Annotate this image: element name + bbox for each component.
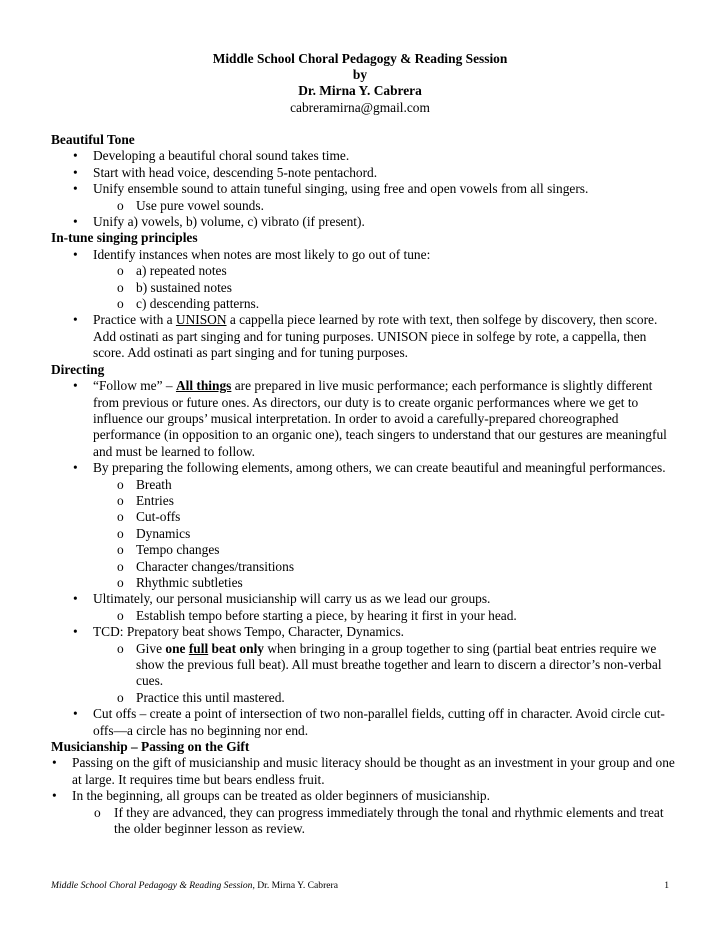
sub-marker: o — [117, 279, 124, 295]
section-heading-intune: In-tune singing principles — [51, 230, 198, 246]
bullet-marker: • — [73, 312, 78, 328]
bullet-marker: • — [73, 591, 78, 607]
list-item — [51, 460, 679, 476]
page-number: 1 — [664, 880, 669, 891]
bullet-marker: • — [73, 164, 78, 180]
sub-marker: o — [117, 197, 124, 213]
sub-list-item — [51, 280, 679, 296]
sub-marker: o — [117, 525, 124, 541]
sub-marker: o — [117, 640, 124, 656]
item-text: Unify a) vowels, b) volume, c) vibrato (if present). — [93, 214, 365, 230]
bullet-marker: • — [52, 755, 57, 771]
sub-list-item — [51, 641, 679, 690]
intune-list — [51, 247, 679, 362]
document-title: Middle School Choral Pedagogy & Reading Session — [212, 51, 508, 66]
item-text: By preparing the following elements, among others, we can create beautiful and meaningful performances. — [93, 460, 666, 476]
document-header — [0, 51, 720, 116]
sub-list-item — [51, 608, 679, 624]
beat-only-emphasis: beat only — [208, 640, 264, 656]
bullet-marker: • — [73, 706, 78, 722]
sub-marker: o — [117, 574, 124, 590]
sub-marker: o — [117, 542, 124, 558]
bullet-marker: • — [73, 378, 78, 394]
bullet-marker: • — [73, 460, 78, 476]
list-item — [51, 788, 679, 804]
list-item — [51, 378, 679, 460]
section-heading-musicianship: Musicianship – Passing on the Gift — [51, 739, 250, 755]
musicianship-list — [51, 755, 679, 837]
sub-list-item — [51, 493, 679, 509]
item-text: Cut offs – create a point of intersection of two non-parallel fields, cutting off in character. Avoid circle cut-offs—a circle has no beginning nor end. — [93, 706, 665, 738]
item-text: Breath — [136, 476, 172, 492]
sub-list-item — [51, 526, 679, 542]
footer-separator: , — [252, 880, 258, 891]
sub-list-item — [51, 575, 679, 591]
directing-list — [51, 378, 679, 739]
item-text: TCD: Prepatory beat shows Tempo, Character, Dynamics. — [93, 624, 405, 640]
sub-marker: o — [117, 476, 124, 492]
author-name: Dr. Mirna Y. Cabrera — [298, 83, 422, 99]
sub-list-item — [51, 559, 679, 575]
item-text: Establish tempo before starting a piece, by hearing it first in your head. — [136, 607, 517, 623]
sub-marker: o — [117, 296, 124, 312]
bullet-marker: • — [52, 788, 57, 804]
bullet-marker: • — [73, 624, 78, 640]
list-item — [51, 591, 679, 607]
item-text: Practice with a — [93, 312, 176, 328]
bullet-marker: • — [73, 148, 78, 164]
all-things-emphasis: All things — [175, 378, 232, 394]
item-text: a cappella piece learned by rote with text, then solfege by discovery, then score. Add ostinati as part singing and for tuning purposes. UNISON piece in solfege by rote, a cappella, then score. Add ostinati as part singing and for tuning purposes. — [93, 312, 658, 361]
list-item — [51, 181, 679, 197]
document-body — [51, 132, 679, 837]
bullet-marker: • — [73, 246, 78, 262]
section-heading-tone: Beautiful Tone — [51, 132, 135, 147]
footer-author: Dr. Mirna Y. Cabrera — [257, 880, 338, 891]
item-text: “Follow me” – — [93, 378, 176, 394]
item-text: Dynamics — [136, 525, 191, 541]
sub-list-item — [51, 263, 679, 279]
item-text: Entries — [136, 492, 174, 508]
item-text: In the beginning, all groups can be treated as older beginners of musicianship. — [72, 788, 490, 804]
item-text: when bringing in a group together to sing (partial beat entries require we show the previous full beat). All must breathe together and learn to discern a director’s non-verbal cues. — [136, 640, 662, 689]
sub-marker: o — [117, 263, 124, 279]
list-item — [51, 755, 679, 788]
footer-text — [51, 880, 338, 891]
item-text: b) sustained notes — [136, 279, 232, 295]
sub-list-item — [51, 805, 679, 838]
sub-marker: o — [117, 689, 124, 705]
item-text: Give — [136, 640, 166, 656]
item-text: Rhythmic subtleties — [136, 574, 243, 590]
item-text: a) repeated notes — [136, 263, 227, 279]
full-emphasis: full — [188, 640, 209, 656]
item-text: Ultimately, our personal musicianship will carry us as we lead our groups. — [93, 591, 491, 607]
item-text: Character changes/transitions — [136, 558, 295, 574]
sub-list-item — [51, 690, 679, 706]
item-text: Unify ensemble sound to attain tuneful singing, using free and open vowels from all singers. — [93, 181, 589, 197]
sub-marker: o — [117, 558, 124, 574]
list-item — [51, 706, 679, 739]
sub-list-item — [51, 198, 679, 214]
sub-marker: o — [94, 804, 101, 820]
list-item — [51, 247, 679, 263]
item-text: Use pure vowel sounds. — [136, 197, 264, 213]
bullet-marker: • — [73, 214, 78, 230]
one-emphasis: one — [165, 640, 189, 656]
item-text: Developing a beautiful choral sound takes time. — [93, 148, 350, 164]
item-text: are prepared in live music performance; each performance is slightly different from previous or future ones. As directors, our duty is to create organic performances where we get to influence our groups’ musical interpretation. In order to avoid a carefully-prepared choreographed performance (in opposition to an organic one), teach singers to understand that our gestures are meaningful and must be learned to follow. — [93, 378, 667, 459]
item-text: Start with head voice, descending 5-note pentachord. — [93, 164, 378, 180]
item-text: Practice this until mastered. — [136, 689, 285, 705]
sub-marker: o — [117, 509, 124, 525]
item-text: Identify instances when notes are most likely to go out of tune: — [93, 246, 431, 262]
by-line: by — [352, 67, 368, 83]
sub-marker: o — [117, 492, 124, 508]
list-item — [51, 165, 679, 181]
sub-list-item — [51, 296, 679, 312]
item-text: c) descending patterns. — [136, 296, 260, 312]
bullet-marker: • — [73, 181, 78, 197]
item-text: Cut-offs — [136, 509, 181, 525]
list-item — [51, 214, 679, 230]
list-item — [51, 312, 679, 361]
unison-emphasis: UNISON — [175, 312, 227, 328]
section-heading-directing: Directing — [51, 361, 105, 377]
item-text: Passing on the gift of musicianship and music literacy should be thought as an investment in your group and one at large. It requires time but bears endless fruit. — [72, 755, 675, 787]
item-text: If they are advanced, they can progress immediately through the tonal and rhythmic elements and treat the older beginner lesson as review. — [114, 804, 664, 837]
author-email: cabreramirna@gmail.com — [290, 99, 430, 115]
footer-title: Middle School Choral Pedagogy & Reading Session — [51, 880, 253, 891]
sub-list-item — [51, 509, 679, 525]
sub-marker: o — [117, 607, 124, 623]
list-item — [51, 148, 679, 164]
list-item — [51, 624, 679, 640]
sub-list-item — [51, 477, 679, 493]
item-text: Tempo changes — [136, 542, 220, 558]
tone-list — [51, 148, 679, 230]
sub-list-item — [51, 542, 679, 558]
